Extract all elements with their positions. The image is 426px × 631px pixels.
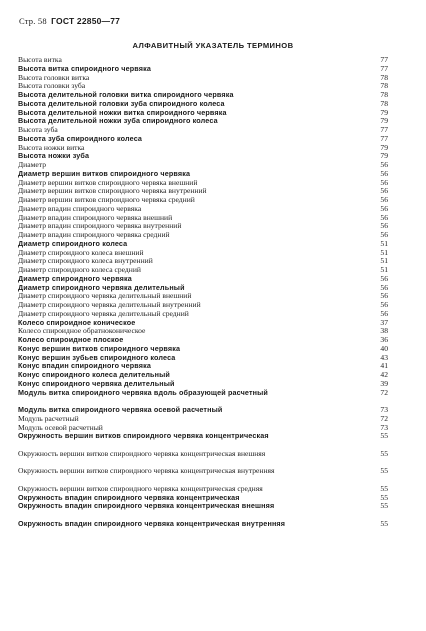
- index-page-number: 55: [380, 466, 388, 476]
- index-term: Диаметр спироидного червяка делительный внешний: [18, 291, 192, 301]
- index-page-number: 42: [380, 370, 388, 379]
- index-page-number: 77: [380, 63, 388, 73]
- index-page-number: 40: [380, 343, 388, 353]
- index-page-number: 56: [380, 300, 388, 309]
- index-term: Высота делительной головки витка спироидного червяка: [18, 90, 234, 99]
- index-page-number: 77: [380, 55, 388, 64]
- index-term: Модуль витка спироидного червяка вдоль образующей расчетный: [18, 387, 268, 397]
- index-term: Диаметр вершин витков спироидного червяка внутренний: [18, 186, 207, 196]
- index-page-number: 55: [380, 492, 388, 502]
- index-page-number: 51: [380, 265, 388, 274]
- index-page-number: 56: [380, 186, 388, 196]
- index-page-number: 56: [380, 273, 388, 283]
- index-term: Диаметр вершин витков спироидного червяка внешний: [18, 177, 198, 187]
- index-term: Окружность впадин спироидного червяка концентрическая: [18, 492, 240, 502]
- index-term: Высота головки витка: [18, 72, 90, 82]
- index-term: Модуль осевой расчетный: [18, 422, 103, 432]
- index-term: Диаметр спироидного колеса внутренний: [18, 256, 153, 266]
- page-header: [19, 16, 120, 26]
- index-page-number: 43: [380, 352, 388, 362]
- index-term: Высота зуба: [18, 125, 58, 134]
- index-page-number: 56: [380, 177, 388, 187]
- index-term: Диаметр: [18, 160, 46, 169]
- index-entry: [18, 502, 388, 520]
- index-term: Конус спироидного колеса делительный: [18, 370, 170, 379]
- index-page-number: 56: [380, 195, 388, 204]
- index-entry: [18, 152, 388, 161]
- index-term: Модуль витка спироидного червяка осевой расчетный: [18, 405, 223, 414]
- index-term: Высота ножки витка: [18, 142, 85, 152]
- index-page-number: 72: [380, 387, 388, 397]
- index-page-number: 77: [380, 133, 388, 143]
- index-page-number: 78: [380, 98, 388, 108]
- index-term: Колесо спироидное плоское: [18, 335, 124, 344]
- index-term: Диаметр спироидного колеса: [18, 238, 128, 248]
- index-term: Высота делительной ножки зуба спироидного колеса: [18, 116, 218, 126]
- index-page-number: 56: [380, 230, 388, 239]
- page-title: АЛФАВИТНЫЙ УКАЗАТЕЛЬ ТЕРМИНОВ: [132, 41, 294, 50]
- index-page-number: 55: [380, 483, 388, 493]
- index-page-number: 79: [380, 107, 388, 117]
- index-term: Конус впадин спироидного червяка: [18, 361, 152, 371]
- index-page-number: 56: [380, 282, 388, 292]
- index-page-number: 51: [380, 238, 388, 248]
- index-page-number: 78: [380, 72, 388, 82]
- index-term: Диаметр спироидного колеса внешний: [18, 247, 144, 257]
- index-term: Высота зуба спироидного колеса: [18, 133, 143, 143]
- index-term: Диаметр спироидного червяка делительный: [18, 282, 185, 292]
- index-term: Диаметр впадин спироидного червяка внутренний: [18, 221, 182, 231]
- term-index-list: [18, 56, 388, 537]
- index-page-number: 37: [380, 317, 388, 327]
- index-term: Высота делительной головки зуба спироидного колеса: [18, 98, 225, 108]
- page-label: Стр. 58: [19, 16, 47, 26]
- index-page-number: 55: [380, 518, 388, 528]
- index-term: Высота витка спироидного червяка: [18, 63, 152, 73]
- index-term: Конус вершин зубьев спироидного колеса: [18, 352, 176, 362]
- index-entry: [18, 117, 388, 126]
- index-term: Высота головки зуба: [18, 81, 86, 91]
- index-page-number: 55: [380, 448, 388, 458]
- index-term: Конус спироидного червяка делительный: [18, 378, 175, 388]
- index-term: Окружность вершин витков спироидного червяка концентрическая средняя: [18, 483, 263, 493]
- index-page-number: 51: [380, 247, 388, 257]
- index-term: Окружность впадин спироидного червяка концентрическая внешняя: [18, 501, 275, 511]
- index-page-number: 78: [380, 81, 388, 91]
- index-page-number: 79: [380, 151, 388, 161]
- index-term: Диаметр вершин витков спироидного червяка средний: [18, 195, 195, 204]
- index-term: Окружность вершин витков спироидного червяка концентрическая внешняя: [18, 448, 266, 458]
- index-term: Высота ножки зуба: [18, 151, 90, 161]
- index-page-number: 41: [380, 361, 388, 371]
- index-page-number: 55: [380, 431, 388, 441]
- index-entry: [18, 432, 388, 450]
- standard-number: ГОСТ 22850—77: [51, 16, 121, 26]
- index-page-number: 78: [380, 90, 388, 99]
- index-page-number: 73: [380, 422, 388, 432]
- index-term: Диаметр спироидного червяка делительный средний: [18, 308, 189, 318]
- index-term: Колесо спироидное обратноконическое: [18, 326, 146, 336]
- index-term: Высота витка: [18, 55, 62, 64]
- index-page-number: 79: [380, 142, 388, 152]
- index-page-number: 56: [380, 291, 388, 301]
- index-page-number: 73: [380, 405, 388, 414]
- index-term: Диаметр спироидного червяка делительный внутренний: [18, 300, 201, 309]
- index-page-number: 72: [380, 413, 388, 423]
- index-page-number: 39: [380, 378, 388, 388]
- index-page-number: 56: [380, 160, 388, 169]
- index-term: Высота делительной ножки витка спироидного червяка: [18, 107, 227, 117]
- index-term: Модуль расчетный: [18, 413, 79, 423]
- index-page-number: 77: [380, 125, 388, 134]
- index-page-number: 79: [380, 116, 388, 126]
- index-page-number: 56: [380, 308, 388, 318]
- index-entry: [18, 389, 388, 407]
- index-page-number: 56: [380, 168, 388, 178]
- index-term: Окружность впадин спироидного червяка концентрическая внутренняя: [18, 518, 286, 528]
- index-entry: [18, 467, 388, 485]
- index-term: Колесо спироидное коническое: [18, 317, 136, 327]
- index-page-number: 36: [380, 335, 388, 344]
- index-page-number: 56: [380, 221, 388, 231]
- index-page-number: 38: [380, 326, 388, 336]
- index-term: Диаметр впадин спироидного червяка внешний: [18, 212, 173, 222]
- index-page-number: 56: [380, 203, 388, 213]
- index-term: Конус вершин витков спироидного червяка: [18, 343, 181, 353]
- index-term: Окружность вершин витков спироидного червяка концентрическая внутренняя: [18, 466, 275, 476]
- index-page-number: 51: [380, 256, 388, 266]
- index-term: Диаметр впадин спироидного червяка средний: [18, 230, 170, 239]
- index-entry: [18, 450, 388, 468]
- index-term: Диаметр спироидного колеса средний: [18, 265, 141, 274]
- index-term: Диаметр впадин спироидного червяка: [18, 203, 142, 213]
- index-term: Окружность вершин витков спироидного червяка концентрическая: [18, 431, 269, 441]
- index-page-number: 56: [380, 212, 388, 222]
- index-term: Диаметр спироидного червяка: [18, 273, 132, 283]
- index-term: Диаметр вершин витков спироидного червяка: [18, 168, 191, 178]
- index-page-number: 55: [380, 501, 388, 511]
- index-entry: [18, 520, 388, 538]
